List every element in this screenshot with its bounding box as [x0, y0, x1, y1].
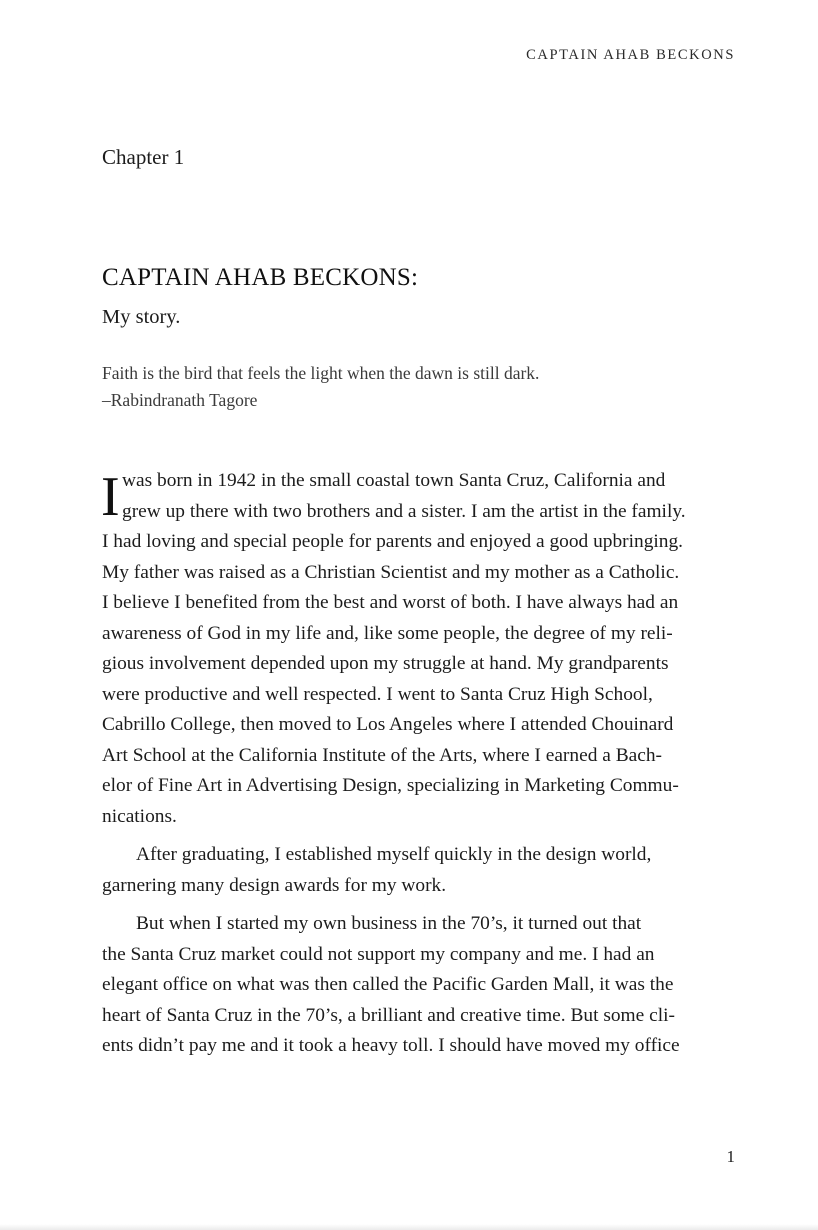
- running-head: CAPTAIN AHAB BECKONS: [526, 47, 735, 63]
- chapter-label: Chapter 1: [102, 145, 185, 169]
- paragraph-line: elor of Fine Art in Advertising Design, specializing in Marketing Commu-: [102, 775, 679, 796]
- paragraph-line: the Santa Cruz market could not support my company and me. I had an: [102, 943, 655, 965]
- paragraph-line: garnering many design awards for my work.: [102, 874, 447, 896]
- paragraph-1: [102, 466, 738, 832]
- epigraph-quote: Faith is the bird that feels the light when the dawn is still dark.: [102, 363, 540, 383]
- paragraph-line: were productive and well respected. I went to Santa Cruz High School,: [102, 683, 653, 705]
- paragraph-line: elegant office on what was then called the Pacific Garden Mall, it was the: [102, 974, 674, 995]
- body-text: [102, 466, 738, 1062]
- paragraph-line: Art School at the California Institute of the Arts, where I earned a Bach-: [102, 744, 662, 766]
- page-edge-shadow: [0, 1224, 818, 1230]
- chapter-subtitle: My story.: [102, 306, 181, 328]
- paragraph-2: [102, 840, 738, 901]
- paragraph-line: After graduating, I established myself quickly in the design world,: [136, 844, 652, 865]
- line-text: was born in 1942 in the small coastal town Santa Cruz, California and: [122, 470, 666, 491]
- paragraph-line: heart of Santa Cruz in the 70’s, a brilliant and creative time. But some cli-: [102, 1004, 675, 1026]
- paragraph-line: I believe I benefited from the best and worst of both. I have always had an: [102, 592, 679, 613]
- paragraph-line: But when I started my own business in the 70’s, it turned out that: [136, 913, 642, 934]
- paragraph-line: nications.: [102, 805, 177, 827]
- paragraph-line: awareness of God in my life and, like some people, the degree of my reli-: [102, 622, 673, 644]
- page-number: 1: [726, 1147, 735, 1166]
- paragraph-line: grew up there with two brothers and a sister. I am the artist in the family.: [122, 500, 686, 522]
- paragraph-line: I had loving and special people for parents and enjoyed a good upbringing.: [102, 531, 684, 552]
- chapter-title: CAPTAIN AHAB BECKONS:: [102, 264, 419, 291]
- paragraph-line: My father was raised as a Christian Scientist and my mother as a Catholic.: [102, 561, 680, 583]
- paragraph-line: Cabrillo College, then moved to Los Angeles where I attended Chouinard: [102, 714, 674, 735]
- drop-cap: I: [101, 466, 120, 528]
- epigraph: [102, 360, 539, 414]
- paragraph-line: ents didn’t pay me and it took a heavy toll. I should have moved my office: [102, 1035, 680, 1056]
- epigraph-attribution: –Rabindranath Tagore: [102, 390, 258, 410]
- paragraph-3: [102, 909, 738, 1062]
- paragraph-line: gious involvement depended upon my struggle at hand. My grandparents: [102, 653, 669, 674]
